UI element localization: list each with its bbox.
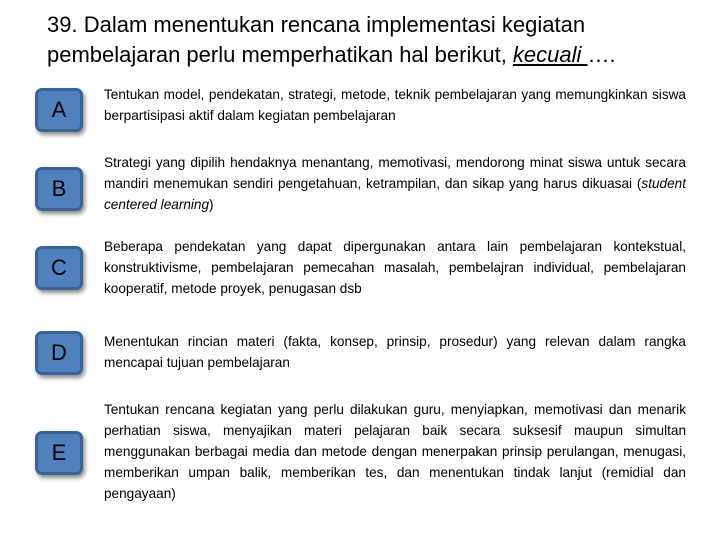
- option-a-text: Tentukan model, pendekatan, strategi, metode, teknik pembelajaran yang memungkinkan siswa berpartisipasi aktif dalam kegiatan pembelajaran: [104, 87, 686, 123]
- option-a-button[interactable]: A: [35, 88, 83, 132]
- question-text: [47, 10, 687, 70]
- option-d-button[interactable]: D: [35, 331, 83, 375]
- option-b-button[interactable]: B: [35, 167, 83, 211]
- option-b-text-close: ): [209, 197, 214, 212]
- option-c-text: Beberapa pendekatan yang dapat dipergunakan antara lain pembelajaran kontekstual, konstruktivisme, pembelajaran pemecahan masalah, pembelajran individual, pembelajaran kooperatif, metode proyek, penugasan dsb: [104, 239, 686, 296]
- option-d-text: Menentukan rincian materi (fakta, konsep, prinsip, prosedur) yang relevan dalam rangka mencapai tujuan pembelajaran: [104, 334, 686, 370]
- question-emphasis: kecuali: [512, 42, 588, 67]
- question-number: 39.: [47, 12, 78, 37]
- question-body: Dalam menentukan rencana implementasi kegiatan pembelajaran perlu memperhatikan hal berikut,: [47, 12, 586, 67]
- option-e-text: Tentukan rencana kegiatan yang perlu dilakukan guru, menyiapkan, memotivasi dan menarik perhatian siswa, menyajikan materi pelajaran baik secara suksesif maupun simultan menggunakan berbagai media dan metode dengan menerpakan prinsip perulangan, menugasi, memberikan umpan balik, memberikan tes, dan menentukan tindak lanjut (remidial dan pengayaan): [104, 402, 686, 501]
- option-b-text-italic: student centered learning: [104, 176, 686, 212]
- question-ellipsis: ….: [587, 42, 616, 67]
- option-e-button[interactable]: E: [35, 431, 83, 475]
- option-c-button[interactable]: C: [35, 246, 83, 290]
- option-b-text-main: Strategi yang dipilih hendaknya menantang, memotivasi, mendorong minat siswa untuk secara mandiri menemukan sendiri pengetahuan, ketrampilan, dan sikap yang harus dikuasai (: [104, 155, 686, 191]
- option-b-text: [104, 152, 686, 215]
